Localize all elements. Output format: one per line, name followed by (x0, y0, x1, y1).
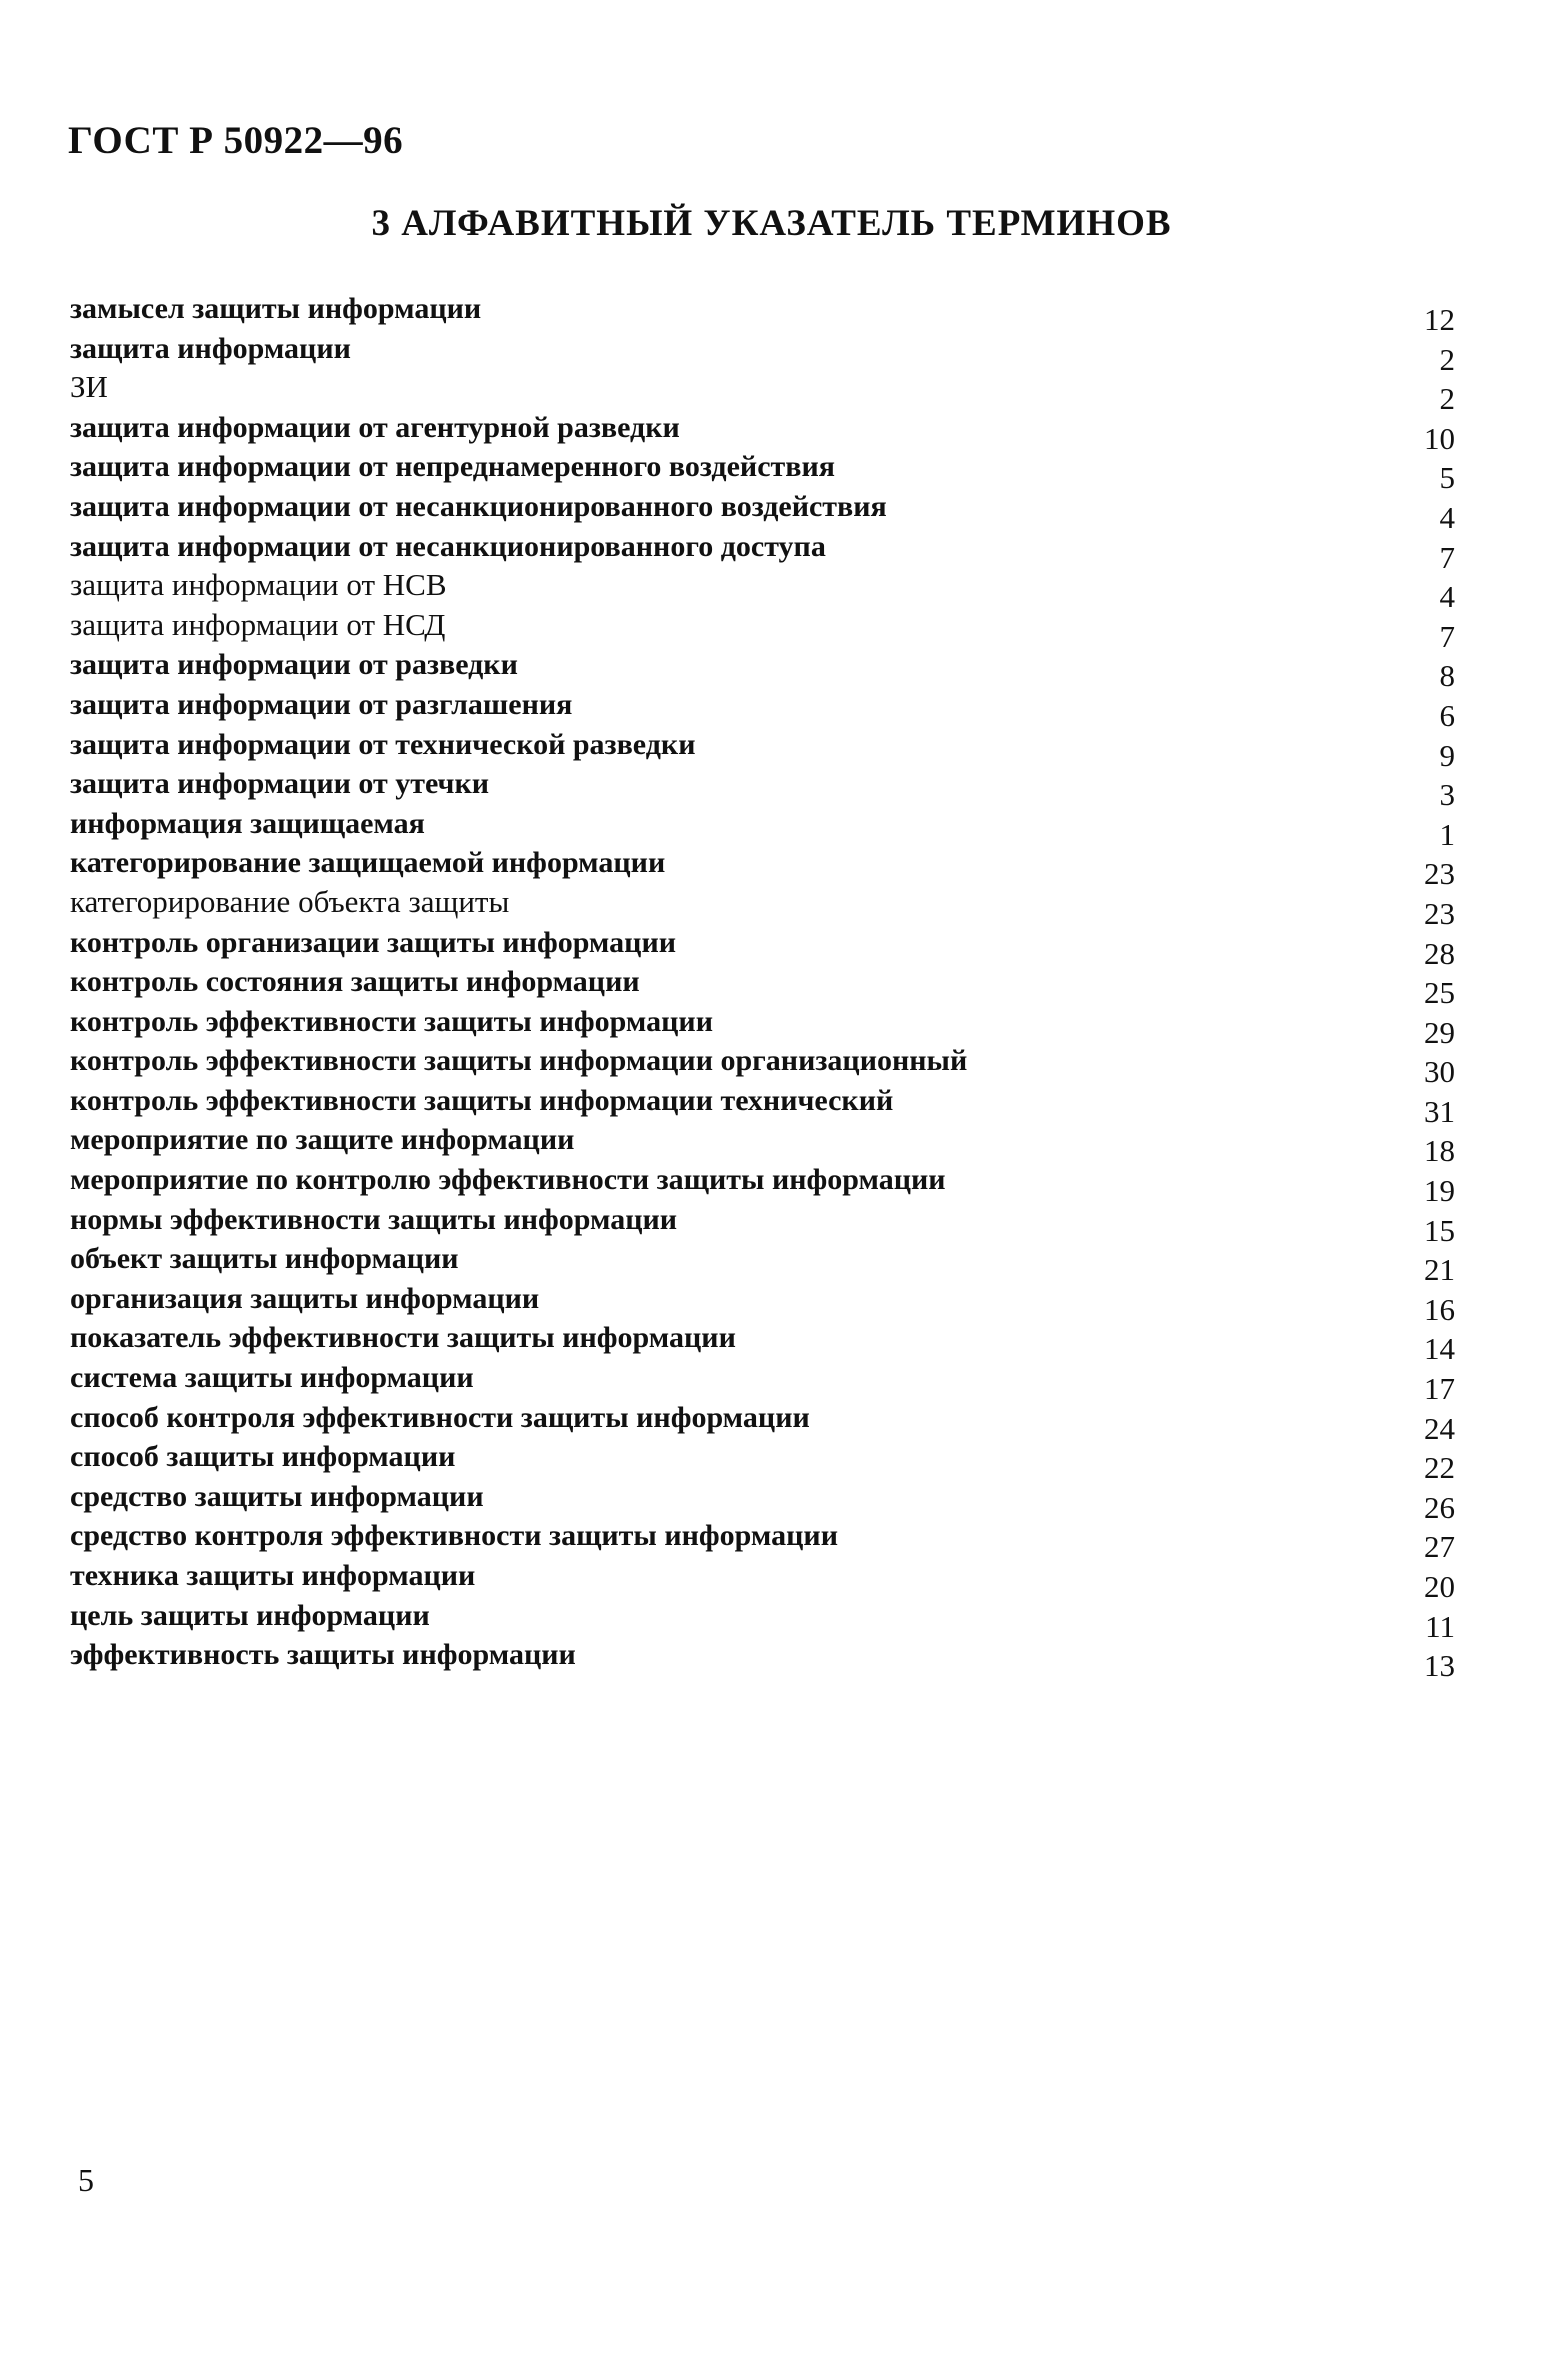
term-page-ref: 6 (1439, 697, 1455, 733)
term-page-ref: 9 (1439, 737, 1455, 773)
term-page-ref: 10 (1424, 420, 1455, 456)
term-page-ref: 7 (1439, 539, 1455, 575)
term-label: способ контроля эффективности защиты информации (70, 1400, 810, 1434)
term-page-ref: 1 (1439, 816, 1455, 852)
term-row (70, 1082, 1455, 1129)
term-label: ЗИ (70, 369, 108, 405)
term-page-ref: 29 (1424, 1014, 1455, 1050)
term-label: средство контроля эффективности защиты информации (70, 1519, 838, 1553)
term-row (70, 883, 1455, 931)
term-page-ref: 19 (1424, 1173, 1455, 1209)
term-page-ref: 31 (1424, 1093, 1455, 1129)
term-label: контроль организации защиты информации (70, 925, 677, 959)
term-row (70, 844, 1455, 892)
term-label: защита информации от агентурной разведки (70, 410, 680, 444)
term-row (70, 726, 1455, 773)
term-label: защита информации от технической разведки (70, 727, 696, 761)
term-label: информация защищаемая (70, 806, 425, 840)
term-label: контроль эффективности защиты информации технический (70, 1083, 894, 1117)
term-page-ref: 27 (1424, 1529, 1455, 1565)
term-page-ref: 4 (1439, 579, 1455, 615)
term-page-ref: 20 (1424, 1569, 1455, 1604)
term-row (70, 963, 1455, 1011)
term-row (70, 330, 1455, 377)
term-label: мероприятие по защите информации (70, 1123, 575, 1157)
term-label: защита информации от разглашения (70, 687, 573, 721)
term-label: категорирование защищаемой информации (70, 846, 666, 880)
term-row (70, 1121, 1455, 1169)
term-label: средство защиты информации (70, 1479, 484, 1513)
term-page-ref: 3 (1439, 777, 1455, 813)
term-page-ref: 13 (1424, 1648, 1455, 1684)
term-page-ref: 12 (1424, 302, 1455, 337)
term-row (70, 409, 1455, 456)
document-code: ГОСТ Р 50922—96 (68, 119, 404, 162)
term-label: защита информации от утечки (70, 767, 490, 801)
term-row (70, 1636, 1455, 1684)
term-row (70, 1201, 1455, 1248)
term-row (70, 1597, 1455, 1644)
term-label: цель защиты информации (70, 1598, 430, 1632)
term-page-ref: 16 (1424, 1291, 1455, 1327)
term-label: контроль эффективности защиты информации (70, 1004, 713, 1038)
term-row (70, 765, 1455, 813)
term-label: мероприятие по контролю эффективности защиты информации (70, 1163, 946, 1197)
term-page-ref: 30 (1424, 1054, 1455, 1090)
term-page-ref: 23 (1424, 895, 1455, 931)
term-label: организация защиты информации (70, 1281, 540, 1315)
term-row (70, 488, 1455, 535)
term-page-ref: 17 (1424, 1371, 1455, 1407)
term-label: контроль эффективности защиты информации организационный (70, 1044, 968, 1078)
page-number: 5 (78, 2162, 94, 2198)
term-row (70, 646, 1455, 694)
term-row (70, 1359, 1455, 1407)
term-label: нормы эффективности защиты информации (70, 1202, 678, 1236)
term-row (70, 1280, 1455, 1327)
term-label: способ защиты информации (70, 1440, 456, 1474)
term-page-ref: 22 (1424, 1450, 1455, 1486)
term-page-ref: 2 (1439, 341, 1455, 377)
term-row (70, 805, 1455, 852)
term-row (70, 567, 1455, 615)
section-title: 3 АЛФАВИТНЫЙ УКАЗАТЕЛЬ ТЕРМИНОВ (371, 203, 1172, 244)
term-row (70, 448, 1455, 496)
term-page-ref: 26 (1424, 1489, 1455, 1525)
term-row (70, 606, 1455, 654)
term-page-ref: 5 (1439, 460, 1455, 496)
term-label: контроль состояния защиты информации (70, 965, 640, 999)
term-label: эффективность защиты информации (70, 1638, 576, 1672)
term-row (70, 1003, 1455, 1050)
term-label: категорирование объекта защиты (70, 883, 510, 919)
term-page-ref: 2 (1439, 381, 1455, 417)
term-label: защита информации от разведки (70, 648, 518, 682)
term-page-ref: 15 (1424, 1212, 1455, 1248)
term-page-ref: 14 (1424, 1331, 1455, 1367)
term-label: техника защиты информации (70, 1559, 476, 1592)
term-row (70, 369, 1455, 417)
term-row (70, 686, 1455, 733)
term-page-ref: 8 (1439, 658, 1455, 694)
term-row (70, 1478, 1455, 1525)
term-row (70, 1240, 1455, 1288)
term-label: защита информации от непреднамеренного воздействия (70, 450, 835, 484)
term-page-ref: 28 (1424, 935, 1455, 971)
term-page-ref: 23 (1424, 856, 1455, 892)
term-row (70, 924, 1455, 971)
term-label: объект защиты информации (70, 1242, 459, 1276)
term-row (70, 1517, 1455, 1565)
term-page-ref: 21 (1424, 1252, 1455, 1288)
term-row (70, 1399, 1455, 1446)
term-page-ref: 24 (1424, 1410, 1455, 1446)
term-label: система защиты информации (70, 1361, 474, 1395)
term-page-ref: 25 (1424, 975, 1455, 1011)
term-label: защита информации от НСВ (70, 567, 447, 603)
term-page-ref: 4 (1439, 499, 1455, 535)
term-label: защита информации от несанкционированного воздействия (70, 489, 887, 523)
term-label: защита информации (70, 331, 351, 365)
term-label: замысел защиты информации (70, 292, 482, 325)
term-row (70, 1438, 1455, 1486)
term-row (70, 1557, 1455, 1604)
term-label: защита информации от НСД (70, 606, 446, 642)
term-page-ref: 18 (1424, 1133, 1455, 1169)
term-label: защита информации от несанкционированного доступа (70, 529, 826, 563)
term-label: показатель эффективности защиты информации (70, 1321, 736, 1355)
term-row (70, 290, 1455, 337)
term-row (70, 528, 1455, 575)
term-row (70, 1042, 1455, 1090)
term-row (70, 1319, 1455, 1367)
term-page-ref: 11 (1425, 1608, 1455, 1644)
term-index-list (70, 290, 1455, 1684)
term-page-ref: 7 (1439, 618, 1455, 654)
term-row (70, 1161, 1455, 1209)
